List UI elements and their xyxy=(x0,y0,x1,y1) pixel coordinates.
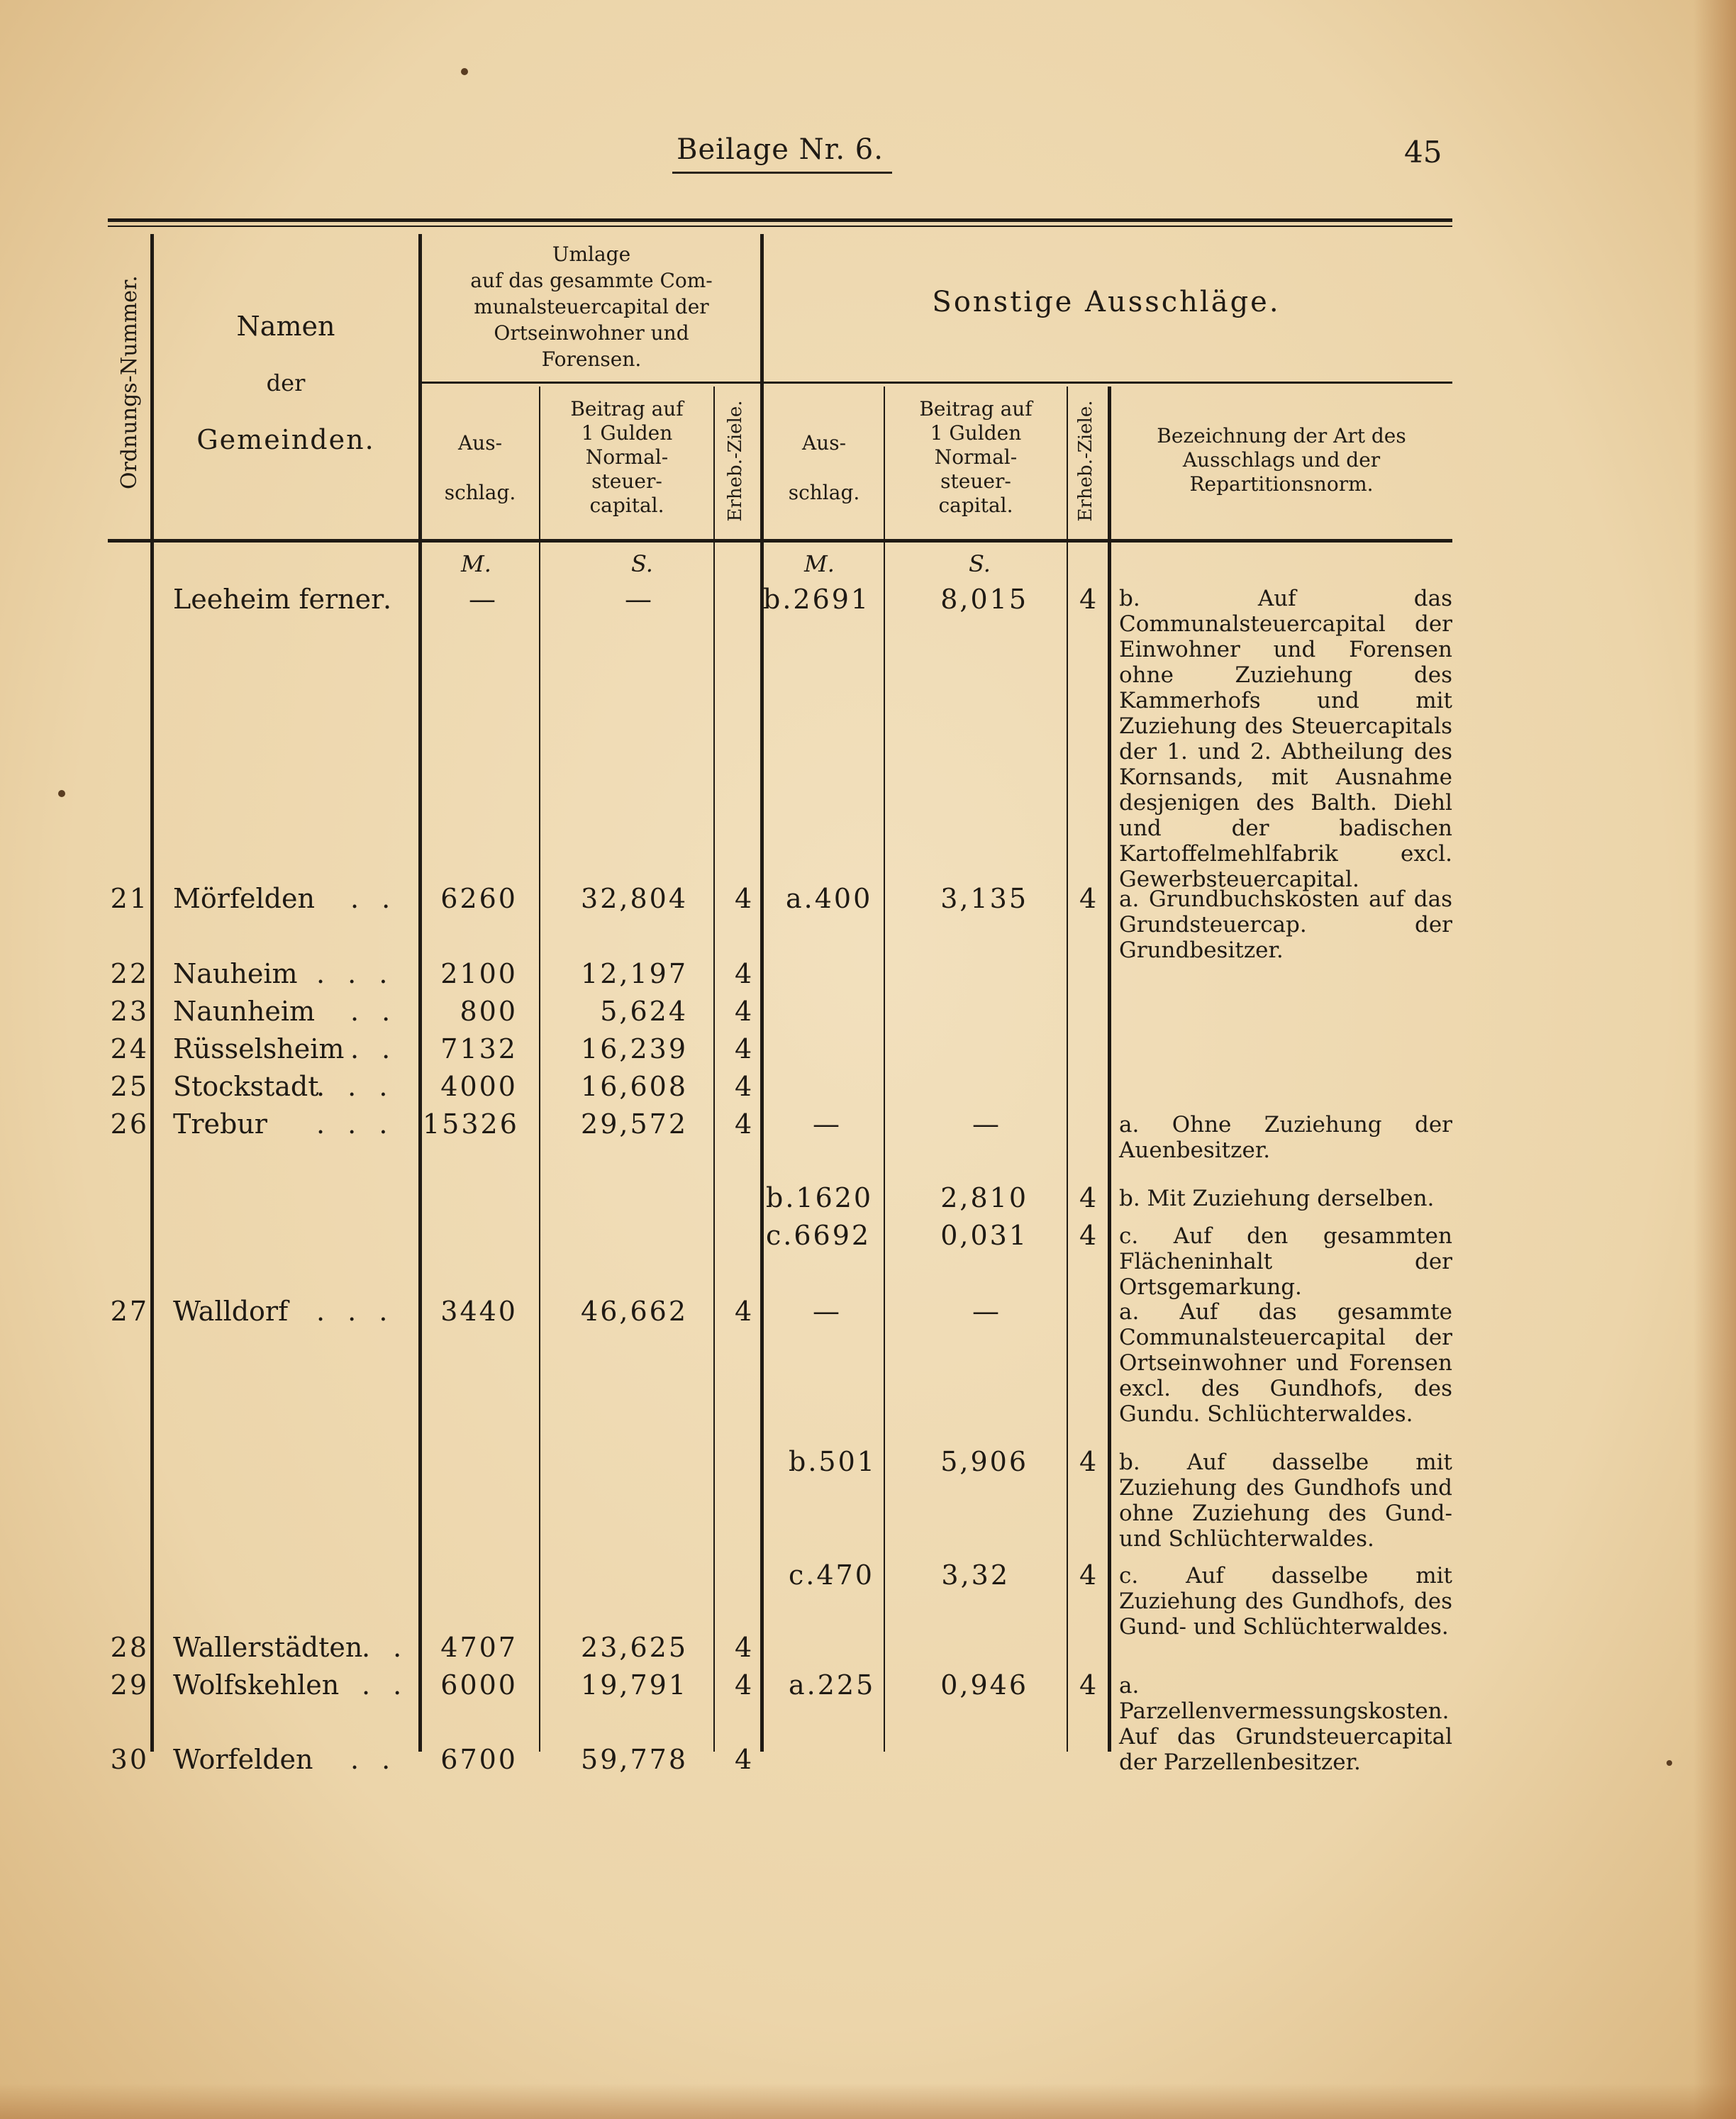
page-number: 45 xyxy=(1404,135,1442,169)
header-ausschlag-2 xyxy=(766,418,882,518)
row-0-aus2: b.2691 xyxy=(763,584,871,615)
row-8-beitrag2: 0,031 xyxy=(940,1220,1028,1251)
paper-edge-bottom xyxy=(0,2084,1736,2119)
row-7-ziele2: 4 xyxy=(1079,1182,1099,1213)
row-1-desc: a. Grundbuchskosten auf das Grundsteuercap. der Grundbesitzer. xyxy=(1119,886,1452,963)
row-2-nr: 22 xyxy=(110,958,149,989)
header-umlage-l1: Umlage xyxy=(552,243,631,266)
vline-beitrag2 xyxy=(1067,386,1068,1752)
row-1-name: Mörfelden xyxy=(173,883,315,914)
header-erheb-ziele: Erheb.-Ziele. xyxy=(725,400,746,522)
row-9-beitrag2: — xyxy=(972,1296,999,1327)
row-0-beitrag2: 8,015 xyxy=(940,584,1028,615)
row-13-ziele2: 4 xyxy=(1079,1669,1099,1701)
row-4-ziele: 4 xyxy=(735,1033,755,1064)
row-1-ziele: 4 xyxy=(735,883,755,914)
row-13-aus: 6000 xyxy=(440,1669,518,1701)
header-ausschlag2-l2: schlag. xyxy=(788,481,860,504)
row-6-aus2: — xyxy=(813,1108,840,1140)
vline-name xyxy=(418,234,422,1752)
supplement-title: Beilage Nr. 6. xyxy=(677,133,884,166)
header-beitrag-l3: Normal- xyxy=(585,445,669,469)
row-10-aus2: b.501 xyxy=(789,1446,877,1477)
header-bezeichnung-l3: Repartitionsnorm. xyxy=(1189,472,1374,496)
row-6-beitrag: 29,572 xyxy=(581,1108,688,1140)
row-13-nr: 29 xyxy=(110,1669,149,1701)
header-beitrag2-l3: Normal- xyxy=(934,445,1018,469)
unit-mark-2: M. xyxy=(804,550,835,577)
row-1-aus2: a.400 xyxy=(786,883,873,914)
row-2-name: Nauheim xyxy=(173,958,298,989)
row-12-aus: 4707 xyxy=(440,1632,518,1663)
paper-edge-right xyxy=(1693,0,1736,2119)
unit-pfennig-2: S. xyxy=(969,550,991,577)
row-3-nr: 23 xyxy=(110,996,149,1027)
header-erheb-ziele-2: Erheb.-Ziele. xyxy=(1075,400,1096,522)
row-1-dots: . . xyxy=(350,883,398,914)
row-11-desc: c. Auf dasselbe mit Zuziehung des Gundhofs, des Gund- und Schlüchterwaldes. xyxy=(1119,1563,1452,1640)
vline-ziele2 xyxy=(1108,386,1111,1752)
row-6-ziele: 4 xyxy=(735,1108,755,1140)
row-11-aus2: c.470 xyxy=(789,1559,874,1591)
row-6-aus: 15326 xyxy=(423,1108,519,1140)
row-7-aus2: b.1620 xyxy=(766,1182,874,1213)
paper-speck xyxy=(1667,1760,1672,1766)
row-2-beitrag: 12,197 xyxy=(581,958,688,989)
row-6-dots: . . . xyxy=(316,1108,395,1140)
row-3-dots: . . xyxy=(350,996,398,1027)
vline-umlage-end xyxy=(760,234,764,1752)
row-0-beitrag: — xyxy=(625,584,652,615)
row-13-beitrag: 19,791 xyxy=(581,1669,688,1701)
row-3-aus: 800 xyxy=(460,996,518,1027)
header-beitrag2-l5: capital. xyxy=(938,494,1013,517)
vline-beitrag xyxy=(713,386,715,1752)
header-beitrag2-l1: Beitrag auf xyxy=(919,397,1033,421)
row-13-ziele: 4 xyxy=(735,1669,755,1701)
header-beitrag-2 xyxy=(886,397,1065,518)
header-bezeichnung xyxy=(1115,424,1448,496)
row-4-name: Rüsselsheim xyxy=(173,1033,345,1064)
header-beitrag-l4: steuer- xyxy=(591,469,662,493)
row-14-ziele: 4 xyxy=(735,1744,755,1775)
header-beitrag2-l4: steuer- xyxy=(940,469,1011,493)
row-9-aus: 3440 xyxy=(440,1296,518,1327)
row-4-dots: . . xyxy=(350,1033,398,1064)
vline-aus2 xyxy=(884,386,885,1752)
sonstige-sub-rule xyxy=(763,382,1452,384)
row-1-beitrag2: 3,135 xyxy=(940,883,1028,914)
header-umlage-l4: Ortseinwohner und xyxy=(494,321,689,345)
row-12-ziele: 4 xyxy=(735,1632,755,1663)
row-1-nr: 21 xyxy=(110,883,149,914)
header-namen-l3: Gemeinden. xyxy=(196,424,375,455)
row-9-ziele: 4 xyxy=(735,1296,755,1327)
header-beitrag2-l2: 1 Gulden xyxy=(930,421,1022,445)
row-6-nr: 26 xyxy=(110,1108,149,1140)
row-5-dots: . . . xyxy=(316,1071,395,1102)
row-3-beitrag: 5,624 xyxy=(600,996,688,1027)
row-14-aus: 6700 xyxy=(440,1744,518,1775)
row-1-aus: 6260 xyxy=(440,883,518,914)
row-6-name: Trebur xyxy=(173,1108,267,1140)
row-8-desc: c. Auf den gesammten Flächeninhalt der Ortsgemarkung. xyxy=(1119,1223,1452,1300)
header-ordnungs-nummer: Ordnungs-Nummer. xyxy=(117,275,142,489)
header-sonstige: Sonstige Ausschläge. xyxy=(932,286,1281,318)
row-8-aus2: c.6692 xyxy=(766,1220,872,1251)
row-5-ziele: 4 xyxy=(735,1071,755,1102)
header-bezeichnung-l1: Bezeichnung der Art des xyxy=(1157,424,1406,447)
header-namen xyxy=(157,298,414,468)
row-13-desc: a. Parzellenvermessungskosten. Auf das Grundsteuercapital der Parzellenbesitzer. xyxy=(1119,1673,1452,1775)
row-2-ziele: 4 xyxy=(735,958,755,989)
row-14-name: Worfelden xyxy=(173,1744,313,1775)
row-9-dots: . . . xyxy=(316,1296,395,1327)
row-9-nr: 27 xyxy=(110,1296,149,1327)
header-bottom-rule xyxy=(108,539,1452,543)
row-9-aus2: — xyxy=(813,1296,840,1327)
header-beitrag-l5: capital. xyxy=(589,494,664,517)
row-1-ziele2: 4 xyxy=(1079,883,1099,914)
row-5-nr: 25 xyxy=(110,1071,149,1102)
row-0-name: Leeheim ferner xyxy=(173,584,384,615)
row-0-desc: b. Auf das Communalsteuercapital der Einwohner und Forensen ohne Zuziehung des Kammerhofs und mit Zuziehung des Steuercapitals der 1. und 2. Abtheilung des Kornsands, mit Ausnahme desjenigen des Balth. Diehl und der badischen Kartoffelmehlfabrik excl. Gewerbsteuercapital. xyxy=(1119,586,1452,892)
row-0-ziele2: 4 xyxy=(1079,584,1099,615)
row-5-beitrag: 16,608 xyxy=(581,1071,688,1102)
row-5-aus: 4000 xyxy=(440,1071,518,1102)
row-13-dots: . . xyxy=(362,1669,409,1701)
row-12-nr: 28 xyxy=(110,1632,149,1663)
row-0-aus: — xyxy=(469,584,496,615)
title-underline xyxy=(672,172,892,174)
row-8-ziele2: 4 xyxy=(1079,1220,1099,1251)
header-ausschlag2-l1: Aus- xyxy=(801,431,847,455)
row-1-beitrag: 32,804 xyxy=(581,883,688,914)
row-12-dots: . . xyxy=(362,1632,409,1663)
row-6-desc: a. Ohne Zuziehung der Auenbesitzer. xyxy=(1119,1112,1452,1163)
row-14-dots: . . xyxy=(350,1744,398,1775)
row-14-nr: 30 xyxy=(110,1744,149,1775)
row-12-beitrag: 23,625 xyxy=(581,1632,688,1663)
row-9-beitrag: 46,662 xyxy=(581,1296,688,1327)
row-9-name: Walldorf xyxy=(173,1296,289,1327)
row-2-dots: . . . xyxy=(316,958,395,989)
header-namen-l1: Namen xyxy=(236,311,335,342)
header-umlage xyxy=(425,241,757,372)
top-rule-thin xyxy=(108,226,1452,227)
umlage-sub-rule xyxy=(421,382,762,384)
row-14-beitrag: 59,778 xyxy=(581,1744,688,1775)
paper-speck xyxy=(58,790,65,797)
header-beitrag xyxy=(542,397,712,518)
row-4-aus: 7132 xyxy=(440,1033,518,1064)
row-3-name: Naunheim xyxy=(173,996,316,1027)
row-12-name: Wallerstädten xyxy=(173,1632,363,1663)
row-4-beitrag: 16,239 xyxy=(581,1033,688,1064)
row-3-ziele: 4 xyxy=(735,996,755,1027)
header-beitrag-l2: 1 Gulden xyxy=(581,421,673,445)
unit-pfennig-1: S. xyxy=(631,550,653,577)
header-namen-l2: der xyxy=(266,369,306,396)
row-13-beitrag2: 0,946 xyxy=(940,1669,1028,1701)
row-7-beitrag2: 2,810 xyxy=(940,1182,1028,1213)
header-bezeichnung-l2: Ausschlags und der xyxy=(1182,448,1381,472)
row-10-desc: b. Auf dasselbe mit Zuziehung des Gundhofs und ohne Zuziehung des Gund- und Schlüchterwaldes. xyxy=(1119,1450,1452,1552)
header-umlage-l5: Forensen. xyxy=(541,347,642,371)
row-2-aus: 2100 xyxy=(440,958,518,989)
row-10-ziele2: 4 xyxy=(1079,1446,1099,1477)
header-ausschlag-l1: Aus- xyxy=(457,431,503,455)
row-9-desc: a. Auf das gesammte Communalsteuercapital der Ortseinwohner und Forensen excl. des Gundhofs, des Gundu. Schlüchterwaldes. xyxy=(1119,1299,1452,1427)
vline-aus xyxy=(539,386,540,1752)
row-10-beitrag2: 5,906 xyxy=(940,1446,1028,1477)
unit-mark-1: M. xyxy=(461,550,491,577)
header-ausschlag xyxy=(423,418,538,518)
header-beitrag-l1: Beitrag auf xyxy=(570,397,684,421)
paper-speck xyxy=(461,68,468,75)
row-13-name: Wolfskehlen xyxy=(173,1669,340,1701)
row-11-ziele2: 4 xyxy=(1079,1559,1099,1591)
row-4-nr: 24 xyxy=(110,1033,149,1064)
row-6-beitrag2: — xyxy=(972,1108,999,1140)
header-umlage-l2: auf das gesammte Com- xyxy=(470,269,713,292)
vline-nr xyxy=(150,234,154,1752)
row-0-dots: . xyxy=(383,584,392,615)
top-rule xyxy=(108,218,1452,222)
row-11-beitrag2: 3,32 xyxy=(941,1559,1010,1591)
row-13-aus2: a.225 xyxy=(789,1669,876,1701)
row-5-name: Stockstadt xyxy=(173,1071,319,1102)
header-ausschlag-l2: schlag. xyxy=(444,481,516,504)
row-7-desc: b. Mit Zuziehung derselben. xyxy=(1119,1186,1435,1211)
header-umlage-l3: munalsteuercapital der xyxy=(474,295,709,318)
